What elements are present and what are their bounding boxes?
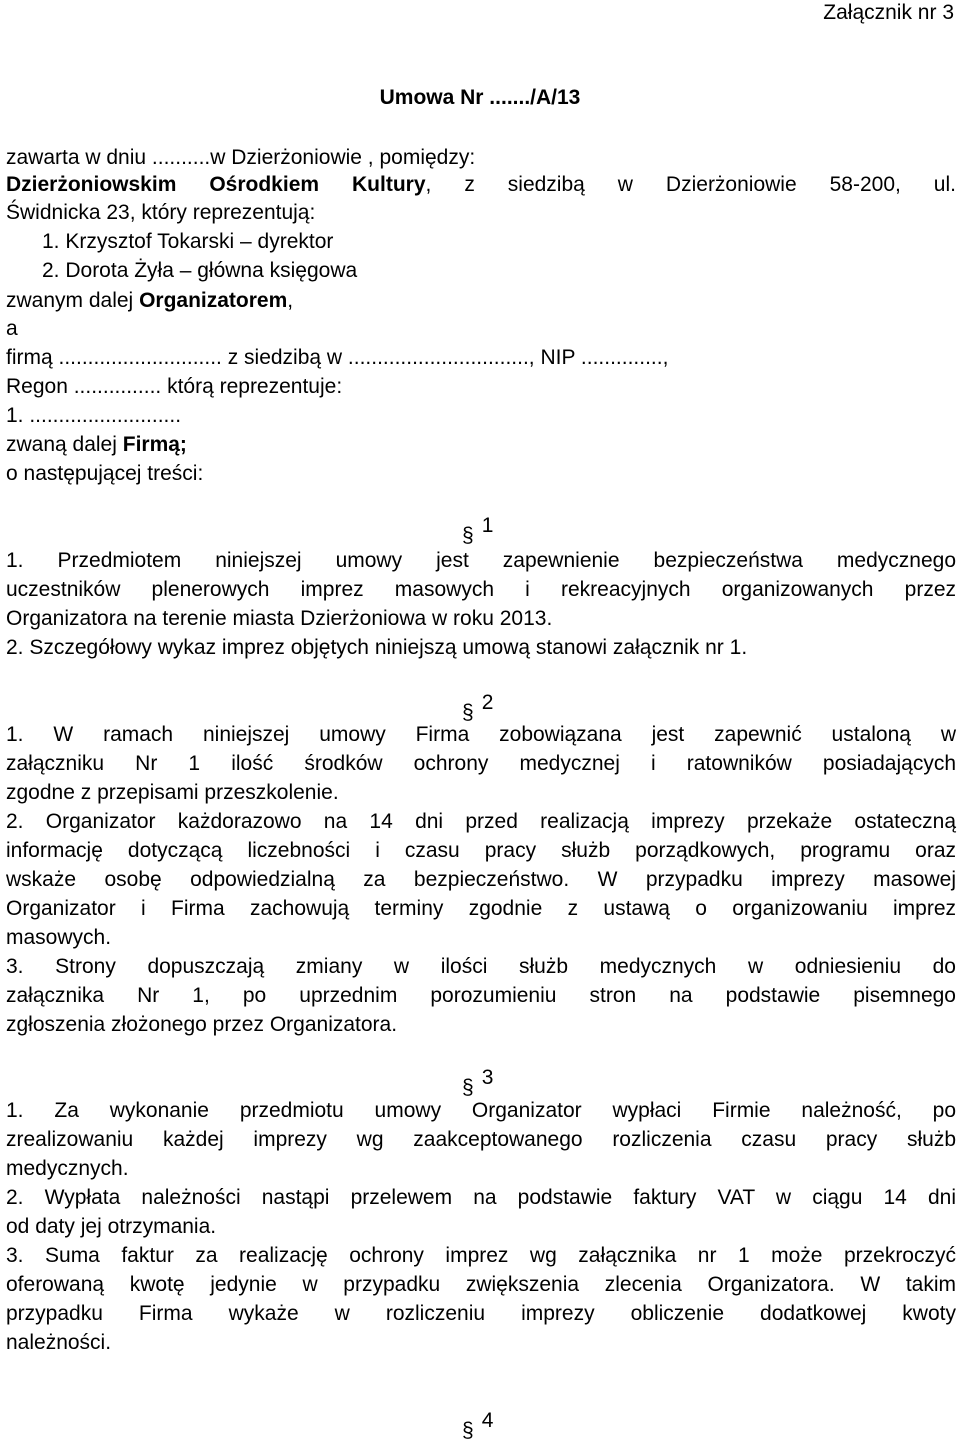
representative-2: 2. Dorota Żyła – główna księgowa	[42, 259, 358, 282]
section-number: 4	[481, 1409, 494, 1432]
section-3-line: 3. Suma faktur za realizację ochrony imprez wg załącznika nr 1 może przekroczyć	[6, 1244, 956, 1267]
section-3-line: zrealizowaniu każdej imprezy wg zaakceptowanego rozliczenia czasu pracy służb	[6, 1128, 956, 1151]
organizer-term: Organizatorem	[139, 289, 288, 312]
party-address: , z siedzibą w Dzierżoniowie 58-200, ul.	[425, 173, 956, 196]
section-2-line: informację dotyczącą liczebności i czasu pracy służb porządkowych, programu oraz	[6, 839, 956, 862]
section-1-line: 2. Szczegółowy wykaz imprez objętych niniejszą umową stanowi załącznik nr 1.	[6, 636, 748, 659]
organizer-suffix: ,	[287, 289, 294, 312]
annex-label: Załącznik nr 3	[823, 1, 954, 24]
intro-line-regon: Regon ............... którą reprezentuje:	[6, 375, 343, 398]
section-3-line: 2. Wypłata należności nastąpi przelewem na podstawie faktury VAT w ciągu 14 dni	[6, 1186, 956, 1209]
intro-line-firm-rep: 1. ..........................	[6, 404, 182, 427]
section-3-line: należności.	[6, 1331, 112, 1354]
intro-line-party	[6, 172, 956, 198]
section-3-line: 1. Za wykonanie przedmiotu umowy Organizator wypłaci Firmie należność, po	[6, 1099, 956, 1122]
section-number: 2	[481, 691, 494, 714]
section-heading-3	[462, 1065, 494, 1099]
section-number: 3	[481, 1066, 494, 1089]
intro-line-date: zawarta w dniu ..........w Dzierżoniowie , pomiędzy:	[6, 146, 476, 169]
section-2-line: zgłoszenia złożonego przez Organizatora.	[6, 1013, 398, 1036]
section-number: 1	[481, 514, 494, 537]
section-2-line: załącznika Nr 1, po uprzednim porozumieniu stron na podstawie pisemnego	[6, 984, 956, 1007]
section-1-line: 1. Przedmiotem niniejszej umowy jest zapewnienie bezpieczeństwa medycznego	[6, 549, 956, 572]
representative-1: 1. Krzysztof Tokarski – dyrektor	[42, 230, 334, 253]
paragraph-symbol: §	[462, 524, 474, 547]
section-heading-2	[462, 690, 494, 724]
paragraph-symbol: §	[462, 701, 474, 724]
section-1-line: Organizatora na terenie miasta Dzierżoniowa w roku 2013.	[6, 607, 553, 630]
section-3-line: przypadku Firma wykaże w rozliczeniu imprezy obliczenie dodatkowej kwoty	[6, 1302, 956, 1325]
party-name: Dzierżoniowskim Ośrodkiem Kultury	[6, 173, 426, 196]
firm-term: Firmą;	[122, 433, 187, 456]
contract-title: Umowa Nr ......./A/13	[379, 86, 581, 109]
organizer-prefix: zwanym dalej	[6, 289, 140, 312]
section-1-line: uczestników plenerowych imprez masowych i rekreacyjnych organizowanych przez	[6, 578, 956, 601]
section-2-line: 3. Strony dopuszczają zmiany w ilości służb medycznych w odniesieniu do	[6, 955, 956, 978]
intro-line-content: o następującej treści:	[6, 462, 204, 485]
paragraph-symbol: §	[462, 1076, 474, 1099]
section-3-line: oferowaną kwotę jedynie w przypadku zwiększenia zlecenia Organizatora. W takim	[6, 1273, 956, 1296]
intro-line-firm-term	[6, 432, 956, 458]
section-2-line: załączniku Nr 1 ilość środków ochrony medycznej i ratowników posiadających	[6, 752, 956, 775]
intro-line-and: a	[6, 317, 18, 340]
intro-line-street: Świdnicka 23, który reprezentują:	[6, 201, 316, 224]
section-2-line: 1. W ramach niniejszej umowy Firma zobowiązana jest zapewnić ustaloną w	[6, 723, 956, 746]
section-2-line: wskaże osobę odpowiedzialną za bezpieczeństwo. W przypadku imprezy masowej	[6, 868, 956, 891]
section-heading-1	[462, 513, 494, 547]
section-2-line: zgodne z przepisami przeszkolenie.	[6, 781, 339, 804]
section-heading-4	[462, 1408, 494, 1442]
intro-line-firm: firmą ............................ z siedzibą w ..............................., NIP ..............,	[6, 346, 669, 369]
section-2-line: 2. Organizator każdorazowo na 14 dni przed realizacją imprezy przekaże ostateczną	[6, 810, 956, 833]
section-2-line: masowych.	[6, 926, 112, 949]
section-2-line: Organizator i Firma zachowują terminy zgodnie z ustawą o organizowaniu imprez	[6, 897, 956, 920]
paragraph-symbol: §	[462, 1419, 474, 1442]
section-3-line: medycznych.	[6, 1157, 129, 1180]
section-3-line: od daty jej otrzymania.	[6, 1215, 217, 1238]
intro-line-organizer	[6, 288, 956, 314]
firm-prefix: zwaną dalej	[6, 433, 123, 456]
